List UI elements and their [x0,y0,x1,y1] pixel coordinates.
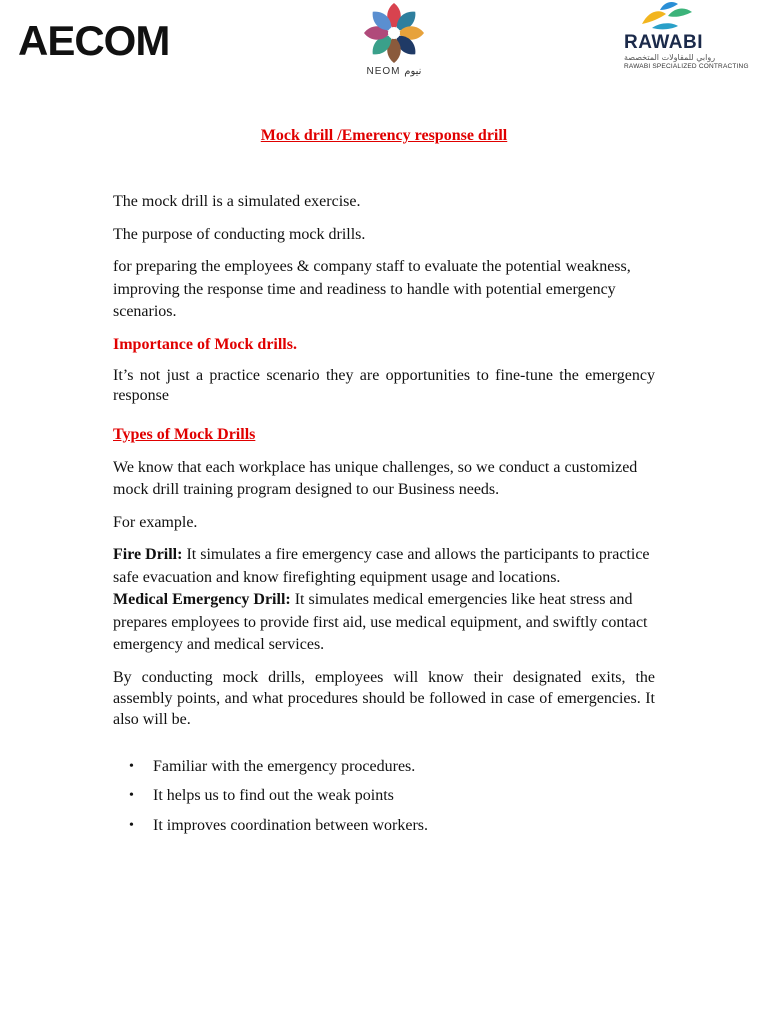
fire-drill-paragraph [113,544,655,589]
rawabi-logo-arabic: روابي للمقاولات المتخصصة [624,53,716,62]
example-label: For example. [113,513,198,531]
fire-drill-label: Fire Drill: [113,546,183,563]
neom-logo [356,0,432,84]
list-item: • It helps us to find out the weak points [153,785,655,808]
list-item: • Familiar with the emergency procedures. [153,756,655,779]
rawabi-emblem-icon [638,0,698,32]
document-body [113,191,655,844]
types-heading: Types of Mock Drills [113,426,256,443]
intro-paragraph-3: for preparing the employees & company staff to evaluate the potential weakness, improving the response time and readiness to handle with potential emergency scenarios. [113,258,631,320]
document-title: Mock drill /Emerency response drill [260,127,508,144]
types-paragraph: We know that each workplace has unique challenges, so we conduct a customized mock drill training program designed to our Business needs. [113,458,638,498]
list-item: • It improves coordination between workers. [153,815,655,838]
fire-drill-text: It simulates a fire emergency case and allows the participants to practice safe evacuation and know firefighting equipment usage and locations. [113,546,650,586]
intro-paragraph-2: The purpose of conducting mock drills. [113,225,366,243]
intro-paragraph-1: The mock drill is a simulated exercise. [113,193,361,210]
benefits-list [113,756,655,838]
medical-drill-paragraph [113,589,655,657]
importance-paragraph: It’s not just a practice scenario they are opportunities to fine-tune the emergency response [113,367,655,404]
neom-logo-text: NEOM نيوم [366,66,422,77]
neom-emblem-icon [356,0,432,66]
importance-heading: Importance of Mock drills. [113,335,297,353]
rawabi-logo [622,0,762,80]
aecom-logo: AECOM [18,17,170,64]
medical-drill-text: It simulates medical emergencies like heat stress and prepares employees to provide first aid, use medical equipment, and swiftly contact emergency and medical services. [113,591,648,653]
rawabi-logo-subtitle: RAWABI SPECIALIZED CONTRACTING [624,63,749,70]
conclusion-paragraph: By conducting mock drills, employees will know their designated exits, the assembly points, and what procedures should be followed in case of emergencies. It also will be. [113,668,655,728]
medical-drill-label: Medical Emergency Drill: [113,591,291,608]
rawabi-logo-name: RAWABI [624,32,703,53]
